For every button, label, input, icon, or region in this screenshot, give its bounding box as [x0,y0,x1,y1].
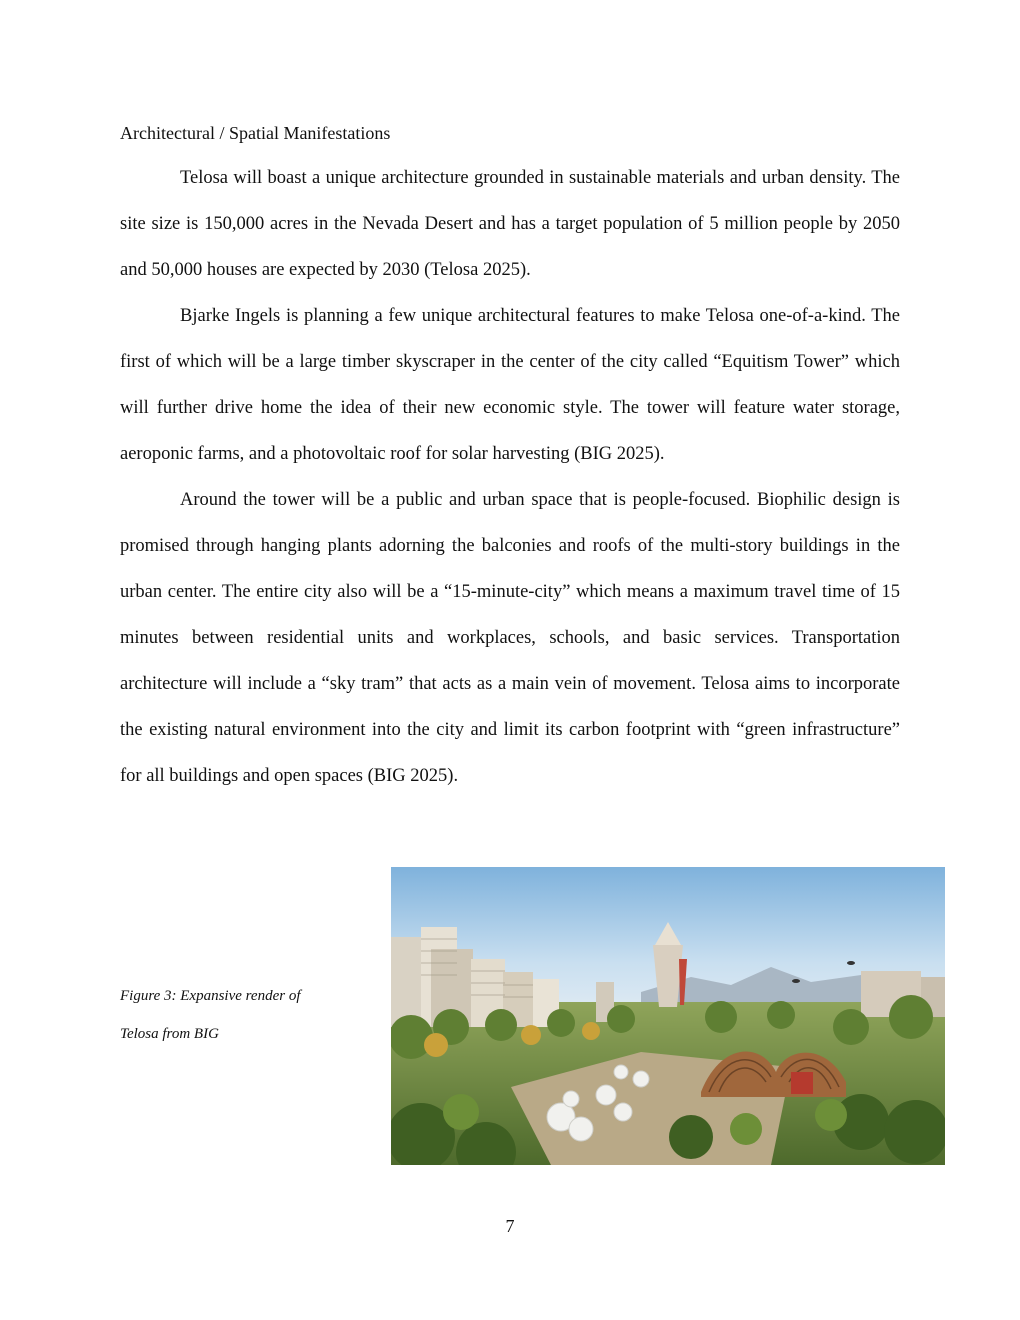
body-text [120,155,900,799]
city-render-image [391,867,945,1165]
paragraph-1: Telosa will boast a unique architecture grounded in sustainable materials and urban density. The site size is 150,000 acres in the Nevada Desert and has a target population of 5 million people by 2050 and 50,000 houses are expected by 2030 (Telosa 2025). [120,168,900,280]
caption-line-2: Telosa from BIG [120,1026,219,1042]
figure-caption [120,977,360,1053]
paragraph-2: Bjarke Ingels is planning a few unique architectural features to make Telosa one-of-a-kind. The first of which will be a large timber skyscraper in the center of the city called “Equitism Tower” which will further drive home the idea of their new economic style. The tower will feature water storage, aeroponic farms, and a photovoltaic roof for solar harvesting (BIG 2025). [120,306,900,464]
paragraph-3: Around the tower will be a public and urban space that is people-focused. Biophilic design is promised through hanging plants adorning the balconies and roofs of the multi-story buildings in the urban center. The entire city also will be a “15-minute-city” which means a maximum travel time of 15 minutes between residential units and workplaces, schools, and basic services. Transportation architecture will include a “sky tram” that acts as a main vein of movement. Telosa aims to incorporate the existing natural environment into the city and limit its carbon footprint with “green infrastructure” for all buildings and open spaces (BIG 2025). [120,490,900,786]
page-number: 7 [505,1216,515,1236]
caption-line-1: Figure 3: Expansive render of [120,988,301,1004]
section-heading: Architectural / Spatial Manifestations [120,123,391,143]
